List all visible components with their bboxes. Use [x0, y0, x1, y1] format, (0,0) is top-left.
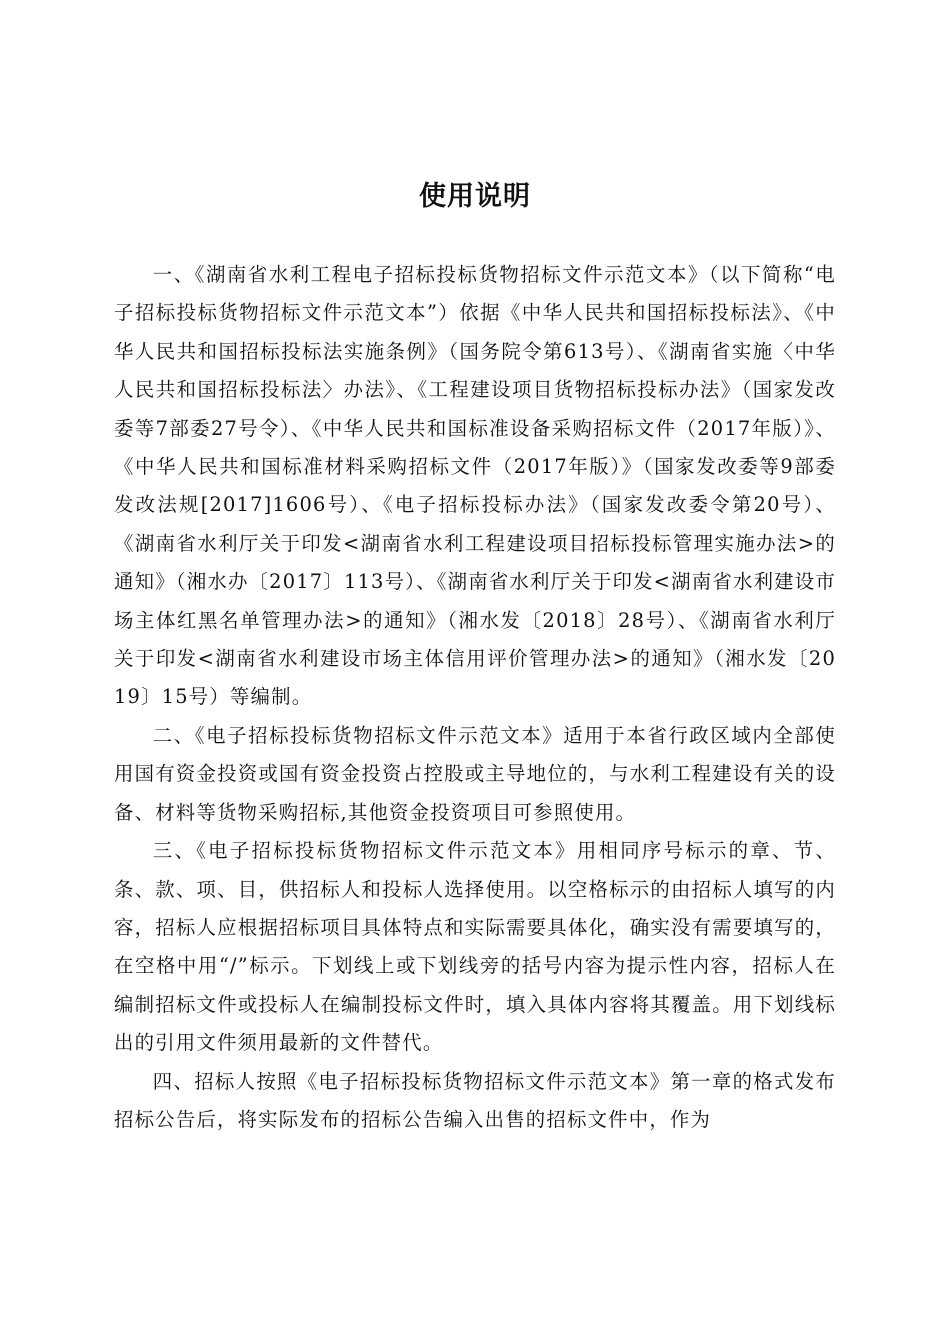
paragraph-4: 四、招标人按照《电子招标投标货物招标文件示范文本》第一章的格式发布招标公告后，将实际发布的招标公告编入出售的招标文件中，作为 — [114, 1069, 836, 1131]
document-body — [114, 256, 836, 1139]
paragraph-1: 一、《湖南省水利工程电子招标投标货物招标文件示范文本》（以下简称“电子招标投标货物招标文件示范文本”）依据《中华人民共和国招标投标法》、《中华人民共和国招标投标法实施条例》（国务院令第613号）、《湖南省实施〈中华人民共和国招标投标法〉办法》、《工程建设项目货物招标投标办法》（国家发改委等7部委27号令）、《中华人民共和国标准设备采购招标文件（2017年版）》、《中华人民共和国标准材料采购招标文件（2017年版）》（国家发改委等9部委发改法规[2017]1606号）、《电子招标投标办法》（国家发改委令第20号）、《湖南省水利厅关于印发<湖南省水利工程建设项目招标投标管理实施办法>的通知》（湘水办〔2017〕113号）、《湖南省水利厅关于印发<湖南省水利建设市场主体红黑名单管理办法>的通知》（湘水发〔2018〕28号）、《湖南省水利厅关于印发<湖南省水利建设市场主体信用评价管理办法>的通知》（湘水发〔2019〕15号）等编制。 — [114, 263, 836, 709]
paragraph-3: 三、《电子招标投标货物招标文件示范文本》用相同序号标示的章、节、条、款、项、目，供招标人和投标人选择使用。以空格标示的由招标人填写的内容，招标人应根据招标项目具体特点和实际需要具体化，确实没有需要填写的，在空格中用“/”标示。下划线上或下划线旁的括号内容为提示性内容，招标人在编制招标文件或投标人在编制投标文件时，填入具体内容将其覆盖。用下划线标出的引用文件须用最新的文件替代。 — [114, 839, 836, 1055]
page-title: 使用说明 — [419, 181, 531, 212]
paragraph-2: 二、《电子招标投标货物招标文件示范文本》适用于本省行政区域内全部使用国有资金投资或国有资金投资占控股或主导地位的，与水利工程建设有关的设备、材料等货物采购招标,其他资金投资项目可参照使用。 — [114, 723, 836, 824]
